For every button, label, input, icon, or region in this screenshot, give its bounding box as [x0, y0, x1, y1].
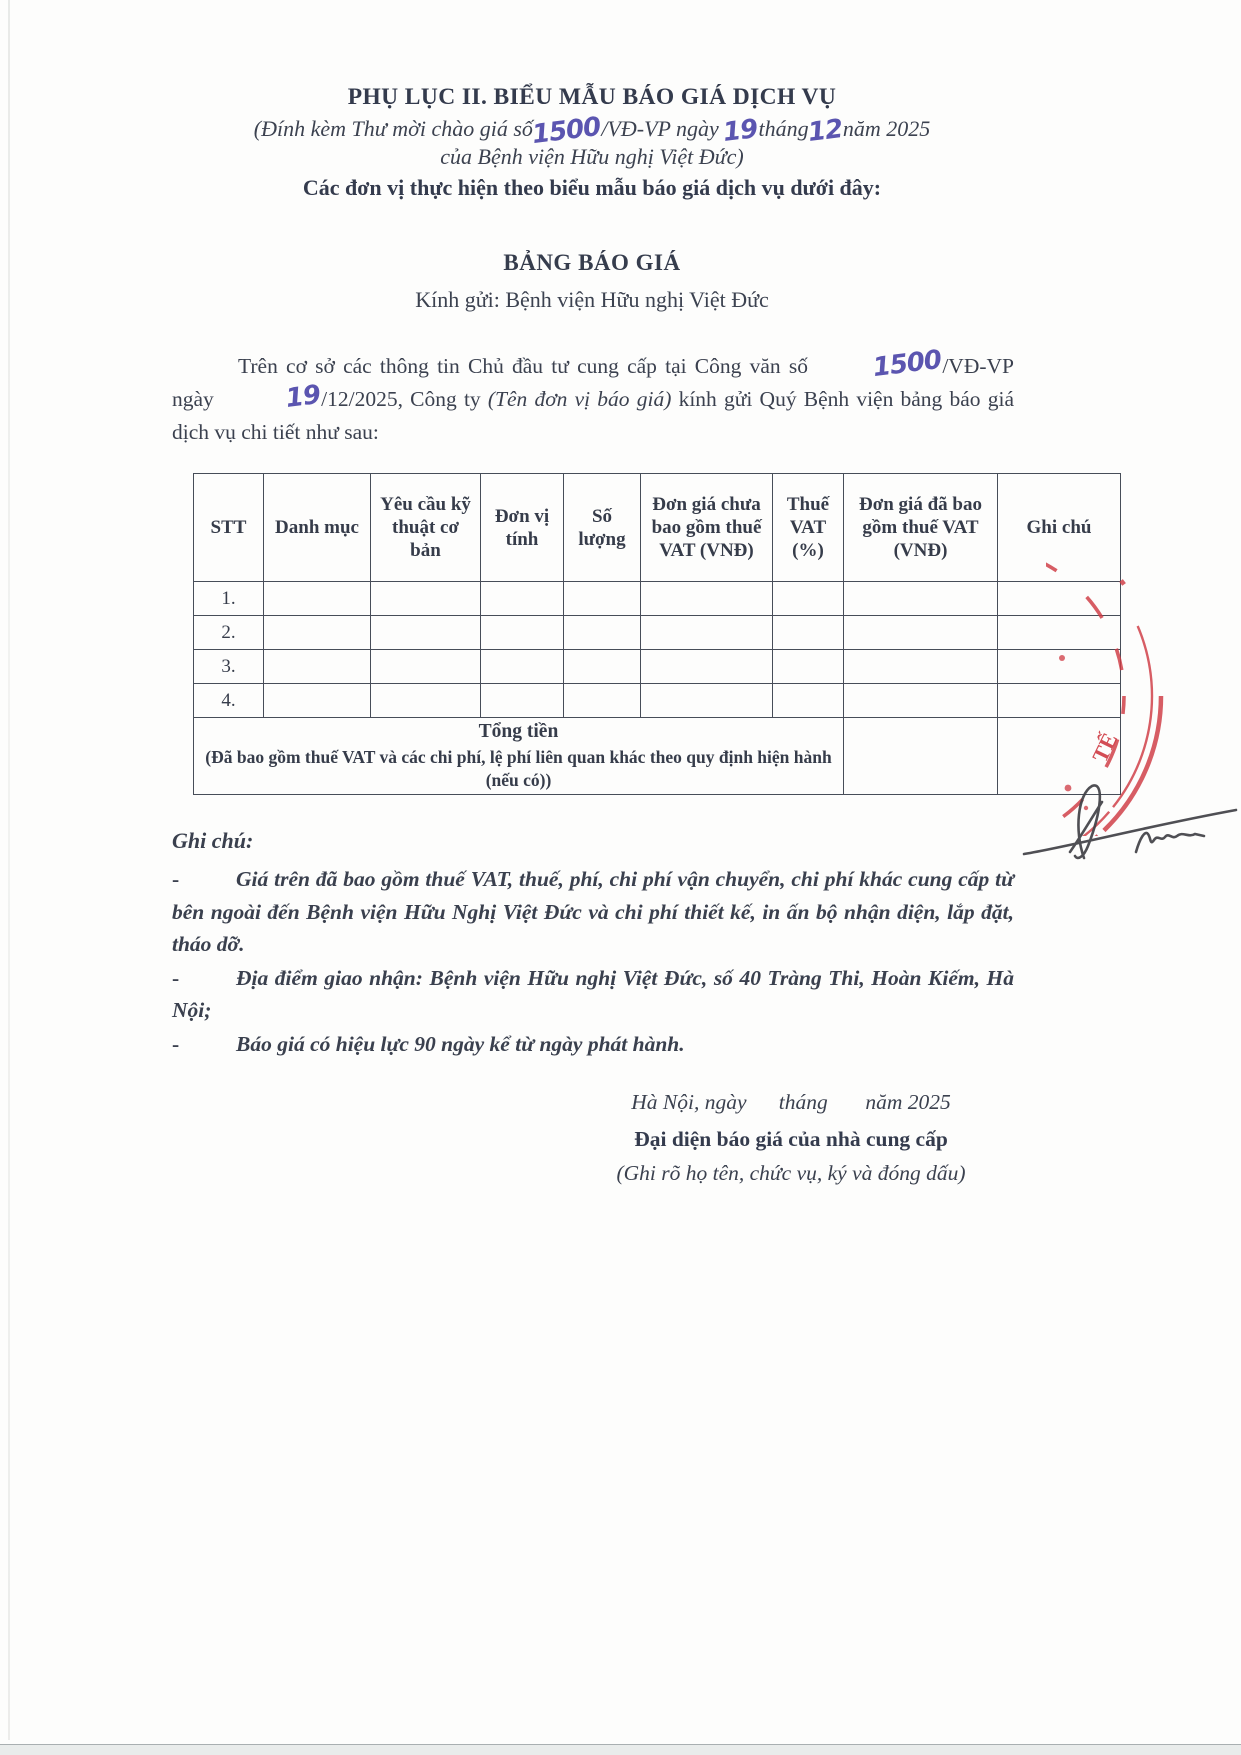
- quote-title: BẢNG BÁO GIÁ: [503, 250, 681, 275]
- table-row: [194, 650, 1121, 684]
- col-header-don-gia-da-vat: Đơn giá đã bao gồm thuế VAT (VNĐ): [844, 474, 998, 582]
- empty-cell: [564, 616, 641, 650]
- notes-section: [172, 828, 1014, 1061]
- handwritten-day: 19: [721, 114, 760, 148]
- note-item: [172, 962, 1014, 1027]
- row-number: 4.: [194, 684, 264, 718]
- table-row: [194, 684, 1121, 718]
- col-header-so-luong: Số lượng: [564, 474, 641, 582]
- handwritten-ref-number: 1500: [871, 344, 943, 384]
- row-number: 2.: [194, 616, 264, 650]
- empty-cell: [371, 684, 481, 718]
- note-item: [172, 863, 1014, 961]
- subtitle-line1: [172, 111, 1012, 151]
- col-header-don-gia-chua-vat: Đơn giá chưa bao gồm thuế VAT (VNĐ): [641, 474, 773, 582]
- note-item: [172, 1028, 1014, 1061]
- note-bullet: -: [172, 965, 180, 990]
- row-number: 3.: [194, 650, 264, 684]
- handwritten-document-number: 1500: [530, 111, 602, 151]
- empty-cell: [371, 582, 481, 616]
- col-header-don-vi-tinh: Đơn vị tính: [481, 474, 564, 582]
- subtitle-line2: của Bệnh viện Hữu nghị Việt Đức): [440, 144, 744, 169]
- subtitle-month-label: tháng: [758, 116, 809, 141]
- col-header-stt: STT: [194, 474, 264, 582]
- document-header: [172, 84, 1012, 201]
- empty-cell: [773, 650, 844, 684]
- empty-cell: [264, 582, 371, 616]
- intro-pre: Trên cơ sở các thông tin Chủ đầu tư cung cấp tại Công văn số: [238, 354, 808, 378]
- empty-cell: [481, 684, 564, 718]
- col-header-thue-vat: Thuế VAT (%): [773, 474, 844, 582]
- subtitle-mid: /VĐ-VP ngày: [601, 116, 725, 141]
- empty-cell: [641, 616, 773, 650]
- empty-cell: [773, 684, 844, 718]
- scan-artifact-bottom-edge: [0, 1744, 1241, 1755]
- total-label-cell: [194, 718, 844, 795]
- notes-heading: Ghi chú:: [172, 828, 254, 853]
- quotation-table: [193, 473, 1121, 795]
- note-text: Báo giá có hiệu lực 90 ngày kể từ ngày phát hành.: [236, 1031, 685, 1056]
- empty-cell: [371, 616, 481, 650]
- empty-cell: [844, 582, 998, 616]
- empty-cell: [481, 582, 564, 616]
- intro-after-day: /12/2025, Công ty: [321, 387, 488, 411]
- empty-cell: [641, 650, 773, 684]
- total-row: [194, 718, 1121, 795]
- col-header-danh-muc: Danh mục: [264, 474, 371, 582]
- col-header-ghi-chu: Ghi chú: [998, 474, 1121, 582]
- empty-cell: [264, 616, 371, 650]
- note-bullet: -: [172, 867, 180, 891]
- row-number: 1.: [194, 582, 264, 616]
- empty-cell: [481, 616, 564, 650]
- empty-cell: [564, 650, 641, 684]
- note-text: Giá trên đã bao gồm thuế VAT, thuế, phí, chi phí vận chuyển, chi phí khác cung cấp từ bên ngoài đến Bệnh viện Hữu Nghị Việt Đức và chi phí thiết kế, in ấn bộ nhận diện, lắp đặt, tháo dỡ.: [172, 867, 1014, 956]
- table-header-row: [194, 474, 1121, 582]
- total-note: (Đã bao gồm thuế VAT và các chi phí, lệ phí liên quan khác theo quy định hiện hành (nếu có)): [205, 747, 832, 790]
- empty-cell: [641, 582, 773, 616]
- page-title: PHỤ LỤC II. BIỂU MẪU BÁO GIÁ DỊCH VỤ: [347, 84, 837, 110]
- signature-block: [556, 1090, 1026, 1186]
- empty-cell: [773, 616, 844, 650]
- intro-paragraph: [172, 344, 1014, 449]
- empty-cell: [641, 684, 773, 718]
- total-label: Tổng tiền: [478, 721, 559, 742]
- scan-artifact-left-edge: [8, 0, 10, 1740]
- signature-place-date: Hà Nội, ngày tháng năm 2025: [631, 1090, 951, 1114]
- note-text: Địa điểm giao nhận: Bệnh viện Hữu nghị Việt Đức, số 40 Tràng Thi, Hoàn Kiếm, Hà Nội;: [172, 965, 1014, 1022]
- total-amount-cell-empty: [844, 718, 998, 795]
- intro-company-placeholder: (Tên đơn vị báo giá): [487, 387, 672, 411]
- instruction-line: Các đơn vị thực hiện theo biểu mẫu báo giá dịch vụ dưới đây:: [302, 175, 882, 200]
- subtitle-pre: (Đính kèm Thư mời chào giá số: [253, 116, 533, 141]
- empty-cell: [844, 616, 998, 650]
- handwritten-ref-day: 19: [284, 380, 322, 414]
- stamp-partial-text: TẾ: [1087, 728, 1123, 767]
- table-row: [194, 616, 1121, 650]
- recipient-line: Kính gửi: Bệnh viện Hữu nghị Việt Đức: [415, 287, 769, 312]
- intro-mid: /VĐ-VP ngày: [172, 354, 1014, 411]
- empty-cell: [481, 650, 564, 684]
- signature-instruction: (Ghi rõ họ tên, chức vụ, ký và đóng dấu): [616, 1161, 966, 1185]
- empty-cell: [564, 684, 641, 718]
- handwritten-signature-scribble: [1018, 768, 1241, 868]
- col-header-yeu-cau: Yêu cầu kỹ thuật cơ bản: [371, 474, 481, 582]
- empty-cell: [371, 650, 481, 684]
- note-bullet: -: [172, 1031, 180, 1056]
- signature-representative-line: Đại diện báo giá của nhà cung cấp: [634, 1127, 948, 1151]
- subtitle-year-label: năm 2025: [842, 116, 931, 141]
- quote-heading-block: [172, 250, 1012, 313]
- empty-cell: [264, 650, 371, 684]
- empty-cell: [564, 582, 641, 616]
- empty-cell: [844, 684, 998, 718]
- empty-cell: [773, 582, 844, 616]
- handwritten-month: 12: [805, 114, 844, 148]
- empty-cell: [264, 684, 371, 718]
- table-row: [194, 582, 1121, 616]
- empty-cell: [844, 650, 998, 684]
- intro-post: kính gửi Quý Bệnh viện bảng báo giá dịch vụ chi tiết như sau:: [172, 387, 1014, 444]
